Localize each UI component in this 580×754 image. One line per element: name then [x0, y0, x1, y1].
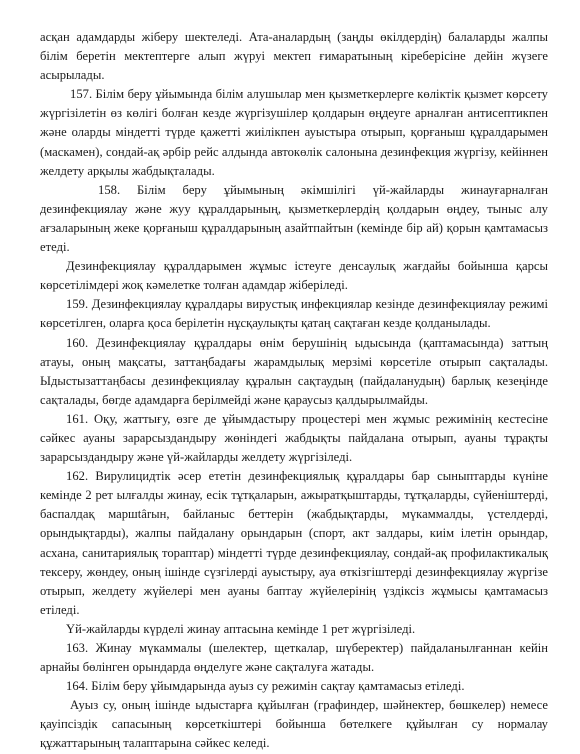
paragraph-disinfectant-staff: Дезинфекциялау құралдарымен жұмыс істеуге денсаулық жағдайы бойынша қарсы көрсетілімдері жоқ кәмелетке толған адамдар жіберіледі. — [40, 259, 548, 293]
paragraph-157: 157. Білім беру ұйымында білім алушылар мен қызметкерлерге көліктік қызмет көрсету жүргізілетін өз көлігі болған кезде жүргізушілер қолдарын өңдеуге арналған антисептикпен және оларды міндетті түрде қажетті жиілікпен ауыстыра отырып, қорғаныш құралдарымен (маскамен), сондай-ақ әрбір рейс алдында автокөлік салонына дезинфекция жүргізу, кейіннен желдету арқылы жабдықталады. — [40, 87, 548, 178]
paragraph-general-cleaning: Үй-жайларды күрделі жинау аптасына кемінде 1 рет жүргізіледі. — [66, 621, 416, 636]
paragraph-159: 159. Дезинфекциялау құралдары вирустық инфекциялар кезінде дезинфекциялау режимі көрсетілген, оларға қоса берілетін нұсқаулықты қатаң сақтаған кезде қолданылады. — [40, 297, 548, 331]
paragraph-164: 164. Білім беру ұйымдарында ауыз су режимін сақтау қамтамасыз етіледі. — [66, 679, 465, 694]
paragraph-158: 158. Білім беру ұйымының әкімшілігі үй-жайларды жинауғарналған дезинфекциялау және жуу құралдарының, қызметкерлердің қолдарын өңдеу, тыныс алу ағзаларының жеке қорғаныш құралдарының азайтпайтын (кемінде бір ай) қорын қамтамасыз етеді. — [40, 182, 548, 255]
paragraph-163: 163. Жинау мүкаммалы (шелектер, щеткалар, шүберектер) пайдаланылғаннан кейін арнайы бөлінген орындарда өңделуге және сақталуға жатады. — [40, 641, 548, 675]
paragraph-continuation: асқан адамдарды жіберу шектеледі. Ата-аналардың (заңды өкілдердің) балаларды жалпы білім беретін мектептерге алып жүруі мектеп ғимаратының кіреберісіне дейін жүзеге асырылады. — [40, 30, 548, 83]
paragraph-161: 161. Оқу, жаттығу, өзге де ұйымдастыру процестері мен жұмыс режимінің кестесіне сәйкес ауаны зарарсыздандыру жөніндегі жабдықты пайдалана отырып, ауаны тұрақты зарарсыздандыру және үй-жайларды желдету жүргізіледі. — [40, 411, 548, 465]
paragraph-162: 162. Вирулицидтік әсер ететін дезинфекциялық құралдары бар сыныптарды күніне кемінде 2 рет ылғалды жинау, есік тұтқаларын, ажыратқыштарды, тұтқаларды, сүйеніштерді, баспалдақ маршtârын, байланыс беттерін (жабдықтарды, мүкаммалды, үстелдерді, орындықтарды), жалпы пайдалану орындарын (спорт, акт залдары, киім ілетін орындар, асхана, санитариялық тораптар) міндетті түрде дезинфекциялау, сондай-ақ профилактикалық тексеру, жөндеу, оның ішінде сүзгілерді ауыстыру, ауа өткізгіштерді дезинфекциялау жүргізе отырып, желдету жүйелері мен ауаны баптау жүйелерінің үздіксіз жұмысы қамтамасыз етіледі. — [40, 469, 548, 617]
document-body — [40, 28, 548, 754]
paragraph-drinking-water: Ауыз су, оның ішінде ыдыстарға құйылған (графиндер, шәйнектер, бөшкелер) немесе қауіпсіздік сапасының көрсеткіштері бойынша бөтелкеге құйылған су нормалау құжаттарының талаптарына сәйкес келеді. — [40, 698, 548, 751]
paragraph-160: 160. Дезинфекциялау құралдары өнім берушінің ыдысында (қаптамасында) заттың атауы, оның мақсаты, заттаңбадағы жарамдылық мерзімі көрсетіле отырып сақталады. Ыдыстызаттаңбасы дезинфекциялау құралын сақтаудың (пайдаланудың) барлық кезеңінде сақталады, бөгде адамдарға берілмейді және қараусыз қалдырылмайды. — [40, 335, 548, 407]
